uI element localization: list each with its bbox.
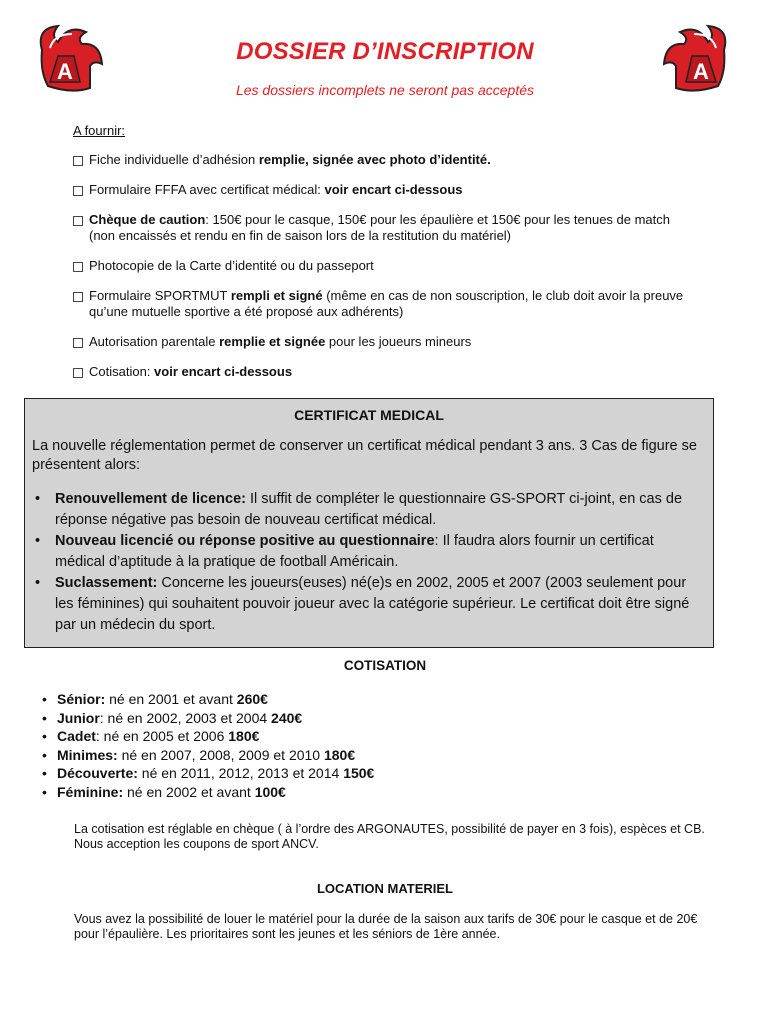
list-item: • Renouvellement de licence: Il suffit de compléter le questionnaire GS-SPORT ci-joint, en cas de réponse négative pas besoin de nouveau certificat médical. (33, 489, 705, 531)
bullet-icon: • (42, 765, 47, 781)
list-item: • Suclassement: Concerne les joueurs(euses) né(e)s en 2002, 2005 et 2007 (2003 seulement pour les féminines) qui souhaitent pouvoir joueur avec la catégorie supérieur. Le certificat doit être signé par un médecin du sport. (33, 573, 705, 636)
cotisation-list (42, 690, 374, 801)
checklist-item: Formulaire SPORTMUT rempli et signé (même en cas de non souscription, le club doit avoir la preuve qu’une mutuelle sportive a été proposé aux adhérents) (73, 288, 698, 320)
fournir-heading: A fournir: (73, 123, 126, 138)
checklist-item: Photocopie de la Carte d’identité ou du passeport (73, 258, 698, 274)
bullet-icon: • (35, 491, 41, 507)
bullet-icon: • (42, 783, 47, 800)
page-subtitle: Les dossiers incomplets ne seront pas acceptés (235, 82, 535, 98)
bullet-icon: • (42, 746, 47, 763)
checkbox[interactable] (73, 338, 83, 348)
checkbox[interactable] (73, 186, 83, 196)
bullet-icon: • (42, 728, 47, 744)
list-item: • Junior: né en 2002, 2003 et 2004 240€ (42, 709, 303, 726)
location-title: LOCATION MATERIEL (316, 881, 453, 896)
bullet-icon: • (42, 709, 47, 726)
checkbox[interactable] (73, 216, 83, 226)
svg-text:A: A (693, 59, 709, 84)
list-item: • Sénior: né en 2001 et avant 260€ (42, 691, 268, 707)
documents-checklist (73, 152, 698, 380)
bullet-icon: • (35, 575, 41, 591)
checkbox[interactable] (73, 262, 83, 272)
list-item: • Découverte: né en 2011, 2012, 2013 et 2014 150€ (42, 765, 375, 781)
certificat-cases (33, 489, 705, 636)
checklist-item: Cotisation: voir encart ci-dessous (73, 364, 698, 380)
bullet-icon: • (42, 691, 47, 707)
list-item: • Cadet: né en 2005 et 2006 180€ (42, 728, 260, 744)
checkbox[interactable] (73, 292, 83, 302)
certificat-intro: La nouvelle réglementation permet de conserver un certificat médical pendant 3 ans. 3 Cas de figure se présentent alors: (32, 438, 697, 473)
checklist-item: Autorisation parentale remplie et signée pour les joueurs mineurs (73, 334, 698, 350)
list-item: • Féminine: né en 2002 et avant 100€ (42, 783, 286, 800)
certificat-medical-box (24, 398, 714, 648)
checkbox[interactable] (73, 156, 83, 166)
svg-text:A: A (57, 59, 73, 84)
checklist-item: Formulaire FFFA avec certificat médical: voir encart ci-dessous (73, 182, 698, 198)
certificat-title: CERTIFICAT MEDICAL (294, 407, 444, 423)
checkbox[interactable] (73, 368, 83, 378)
list-item: • Nouveau licencié ou réponse positive au questionnaire: Il faudra alors fournir un certificat médical d’aptitude à la pratique de football Américain. (33, 531, 705, 573)
checklist-item: Chèque de caution: 150€ pour le casque, 150€ pour les épaulière et 150€ pour les tenues de match (non encaissés et rendu en fin de saison lors de la restitution du matériel) (73, 212, 698, 244)
bullet-icon: • (35, 533, 41, 549)
list-item: • Minimes: né en 2007, 2008, 2009 et 2010 180€ (42, 746, 356, 763)
checklist-item: Fiche individuelle d’adhésion remplie, signée avec photo d’identité. (73, 152, 698, 168)
cotisation-note: La cotisation est réglable en chèque ( à l’ordre des ARGONAUTES, possibilité de payer en 3 fois), espèces et CB. Nous acception les coupons de sport ANCV. (74, 822, 705, 851)
page-title: DOSSIER D’INSCRIPTION (236, 38, 534, 65)
location-text: Vous avez la possibilité de louer le matériel pour la durée de la saison aux tarifs de 30€ pour le casque et de 20€ pour l’épaulière. Les prioritaires sont les jeunes et les séniors de 1ère année. (74, 912, 698, 941)
cotisation-title: COTISATION (343, 658, 427, 673)
